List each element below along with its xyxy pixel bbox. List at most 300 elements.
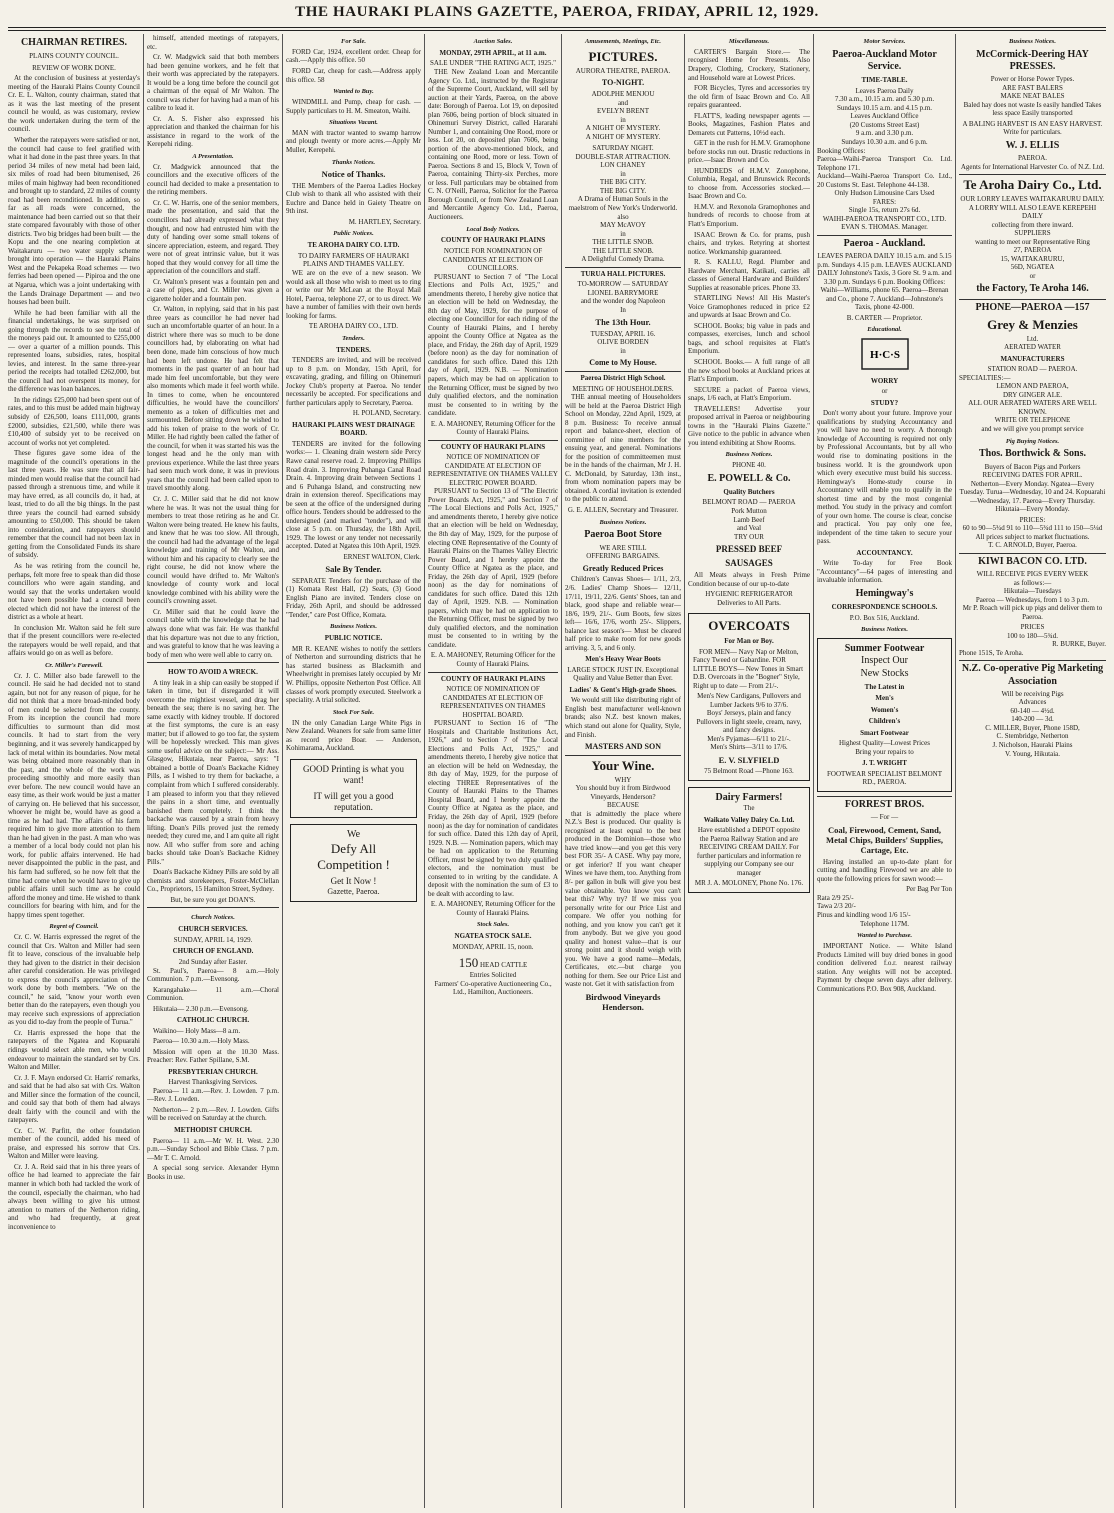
ad-title: HAURAKI PLAINS WEST DRAINAGE BOARD. <box>292 420 415 438</box>
section-heading: Tenders. <box>342 334 365 342</box>
ad-subtitle: MEETING OF HOUSEHOLDERS. <box>572 384 674 393</box>
church-name: CHURCH OF ENGLAND. <box>172 947 254 956</box>
ad-line: 9 a.m. and 3.30 p.m. <box>855 129 914 138</box>
paragraph: Cr. J. A. Reid said that in his three years of office he had learned to appreciate the fair manner in which both had tackled the work of the council, especially the chairman, who had always been willing to give his utmost attention to matters of the Netherton riding, and who had frequently, at great inconvenience to <box>8 1162 140 1231</box>
ad-line: TO-MORROW — SATURDAY <box>577 280 669 289</box>
competition-line: Competition ! <box>317 856 390 872</box>
ad-line: AERATED WATER <box>1004 343 1061 352</box>
church-line: Netherton— 2 p.m.—Rev. J. Lowden. Gifts will be received on Saturday at the church. <box>147 1105 279 1123</box>
paragraph: Cr. Walton's present was a fountain pen and a case of pipes, and Cr. Miller was given a cigarette holder and a fountain pen. <box>147 277 279 303</box>
church-line: Paeroa— 10.30 a.m.—Holy Mass. <box>153 1037 250 1046</box>
ad-line: Telephone 117M. <box>859 919 910 928</box>
ad-subtitle: NOTICE OF NOMINATION OF CANDIDATES AT ELECTION OF REPRESENTATIVES ON THAMES HOSPITAL BOARD. <box>440 685 546 719</box>
classified-ad: FORD Car, 1924, excellent order. Cheap for cash.—Apply this office. 50 <box>286 47 421 65</box>
paragraph: Whether the ratepayers were satisfied or not, the council had cause to feel gratified with what it had done in the past three years. In that period 34 miles of new metal had been laid, six miles of road had been bitumenised, 26 miles of main highway had been reconditioned and brought up to standard, 22 miles of county road had been reconditioned. In addition, so far as all roads were concerned, the maintenance had been carried out so that their state compared favourably with those of other districts. Two big bridges had been built — the Kopu and the one nearing completion at Waitakaruru — two water supply scheme brought into operation — the Hauraki Plains West and the Pekapeka Road schemes — two ferries had been opened — Pipiroa and the one at Ngarua, which was a joint undertaking with the Lands Drainage Department — and two houses had been built. <box>8 135 140 307</box>
ad-line: (20 Customs Street East) <box>849 120 920 129</box>
ad-title: PHONE—PAEROA —157 <box>959 299 1106 314</box>
ad-title: Your Wine. <box>565 755 681 774</box>
ad-line: Men's <box>875 694 894 703</box>
church-line: Karangahake— 11 a.m.—Choral Communion. <box>147 985 279 1003</box>
ad-title: N.Z. Co-operative Pig Marketing Association <box>959 660 1106 687</box>
ad-line: TUESDAY, APRIL 16. <box>590 329 656 338</box>
ad-line: Men's Pyjamas—6/11 to 21/-. <box>707 734 791 743</box>
hcs-logo-text: H·C·S <box>869 349 900 362</box>
ad-line: Pullovers in light steele, cream, navy, and fancy designs. <box>696 717 802 735</box>
ad-line: Power or Horse Power Types. <box>990 75 1075 84</box>
classified-ad: TENDERS are invited, and will be received up to 8 p.m. on Monday, 15th April, for excavating, grading, and filling on Ohinemuri Jockey Club's property at Paeroa. No tender necessarily be accepted. For specifications and further particulars apply to Secretary, Paeroa. <box>286 356 421 407</box>
ad-line: 7.30 a.m., 10.15 a.m. and 5.30 p.m. <box>834 95 935 104</box>
ad-line: P.O. Box 516, Auckland. <box>849 613 920 622</box>
ad-line: WHY <box>614 775 632 784</box>
church-line: A special song service. Alexander Hymn Books in use. <box>147 1164 279 1181</box>
ad-line: Lamb Beef <box>733 515 765 524</box>
competition-line: We <box>346 828 361 840</box>
ad-line: WAIHI-PAEROA TRANSPORT CO., LTD. <box>822 214 947 223</box>
ad-title: FORREST BROS. <box>817 796 952 811</box>
dairy-farmers-ad <box>688 787 810 893</box>
column-7 <box>817 34 952 1508</box>
ad-title: KIWI BACON CO. LTD. <box>959 553 1106 568</box>
classified-ad: Netherton—Every Monday. Ngatea—Every Tuesday. Turua—Wednesday, 10 and 24. Kopuarahi—Wednesday, 17. Paeroa—Every Thursday. Hikutaia—Every Monday. <box>959 479 1106 514</box>
ad-line: STUDY? <box>870 398 899 407</box>
classified-ad: LARGE STOCK JUST IN. Exceptional Quality and Value Better than Ever. <box>567 665 679 683</box>
ad-text: A tiny leak in a ship can easily be stopped if taken in time, but if disregarded it will overcome the mightiest vessel, and drag her beneath the sea; there is no saving her. The same exactly with kidney trouble. If doctored at the first symptoms, the cure is an easy matter; but if allowed to go too far, the system will be hopelessly wrecked. This man gives some useful advice on the subject:— Mr Ass. Glasgow, Hikutaia, near Paeroa, says: "I obtained a bottle of Doan's Backache Kidney Pills, as I wished to try them for backache, a complaint from which I suffered considerably. I am pleased to inform you that they relieved the pains in a short time, and eventually banished them completely. I think the backache was caused by a strain from heavy lifting. Doan's Pills proved just the remedy needed; they cured me, and I am quite all right now. All who suffer from sore and aching backs should take Doan's Backache Kidney Pills." <box>147 678 279 866</box>
paragraph: Cr. C. W. Parfitt, the other foundation member of the council, added his meed of praise, and expressed his sorrow that Crs. Walton and Miller were leaving. <box>8 1126 140 1161</box>
ad-line: The <box>743 804 755 813</box>
classified-ad: WE are on the eve of a new season. We would ask all those who wish to meet us to ring or write our Mr McLean at the Royal Mail Hotel, Paeroa, telephone 27, or to us direct. We have a number of families with their own herds looking for farms. <box>286 269 421 320</box>
ad-line: MAY McAVOY <box>600 221 646 230</box>
article-headline: CHAIRMAN RETIRES. <box>20 37 128 48</box>
classified-ad: We would still like distributing right of English best manufacturer well-known brands; also N.Z. best known makes, which stand out alone for Quality, Style, and Finish. <box>565 696 681 739</box>
ad-line: E. V. SLYFIELD <box>718 754 780 765</box>
ad-line: Sundays 10.15 a.m. and 4.15 p.m. <box>836 103 933 112</box>
classified-ad: WINDMILL and Pump, cheap for cash. — Supply particulars to H. M. Smeaton, Waihi. <box>286 97 421 115</box>
classified-ad: LEAVES PAEROA DAILY 10.15 a.m. and 5.15 p.m. Sundays 4.15 p.m. LEAVES AUCKLAND DAILY Johnstone's Taxis, 3 Gore St. 9 a.m. and 3.30 p.m. Sundays 6 p.m. Booking Offices: Waihi—Williams, phone 65. Paeroa—Brenan and Co., phone 7. Auckland—Johnstone's Taxis, phone 42-000. <box>817 252 952 312</box>
paragraph: Cr. Harris expressed the hope that the ratepayers of the Ngatea and Kopuarahi ridings would select able men, who would endeavour to maintain the standard set by Crs. Walton and Miller. <box>8 1028 140 1072</box>
ad-title: Paeroa-Auckland Motor Service. <box>832 48 937 73</box>
classified-ad: Have established a DEPOT opposite the Paeroa Railway Station and are RECEIVING CREAM DAILY. For further particulars and information re supplying our Company see our manager <box>696 826 802 877</box>
section-heading: Stock Sales. <box>476 921 510 929</box>
ad-title: HOW TO AVOID A WRECK. <box>168 668 258 677</box>
ad-subtitle: TO DAIRY FARMERS OF HAURAKI PLAINS AND THAMES VALLEY. <box>297 251 410 269</box>
paragraph: Cr. Miller said that he could leave the council table with the knowledge that he had always done what was fair. He was thankful that his departure was not due to any friction, and was grateful to know that he was leaving a body of men who were well able to carry on. <box>147 607 279 659</box>
classified-ad: GET in the rush for H.M.V. Gramophone before stocks run out. Drastic reductions in price.—Isaac Brown and Co. <box>688 139 810 165</box>
paragraph: As he was retiring from the council he, perhaps, felt more free to speak than did those councillors who were again standing, and would say that the works undertaken would not have been possible had a council been elected which did not have the interest of the district as a whole at heart. <box>8 562 140 622</box>
ad-line: Hikutaia—Tuesdays <box>1003 587 1062 596</box>
classified-ad: SCHOOL Books.— A full range of all the new school books at Auckland prices at Flatt's Emporium. <box>688 357 810 384</box>
ad-line: Coal, Firewood, Cement, Sand, Metal Chips, Builders' Supplies, Cartage, Etc. <box>826 824 943 856</box>
ad-line: Inspect Our <box>861 655 908 667</box>
ad-line: THE BIG CITY. <box>599 178 647 187</box>
ad-line: The Latest in <box>864 682 905 691</box>
ad-line: Men's Heavy Wear Boots <box>585 655 661 664</box>
classified-ad: SEPARATE Tenders for the purchase of the (1) Komata Rest Hall, (2) Seats, (3) Good English Piano are invited. Tenders close on Friday, 26th April, and should be addressed "Tender," care Post Office, Komata. <box>286 576 421 619</box>
classified-ad: MAN with tractor wanted to swamp harrow and plough twenty or more acres.—Apply Mr Muller, Kerepehi. <box>286 128 421 155</box>
column-3 <box>286 34 421 1508</box>
ad-text: But, be sure you get DOAN'S. <box>170 895 256 904</box>
ad-line: New Stocks <box>860 667 909 679</box>
classified-ad: STARTLING News! All His Master's Voice Gramophones reduced in price £2 and upwards at Isaac Brown and Co. <box>688 294 810 320</box>
ad-title: MONDAY, 29TH APRIL, at 11 a.m. <box>439 48 547 57</box>
column-divider <box>561 34 562 1508</box>
church-line: Waikino— Holy Mass—8 a.m. <box>153 1026 241 1035</box>
ad-line: Pinus and kindling wood 1/6 15/- <box>817 911 911 919</box>
ad-line: THE LITTLE SNOB. <box>592 246 654 255</box>
ad-title: COUNTY OF HAURAKI PLAINS <box>428 672 558 684</box>
paragraph: In the ridings £25,000 had been spent out of rates, and to this must be added main highway subsidy of £26,500, loans £111,000, grants £2000, subsidies, £21,500, while there was £10,400 of subsidy yet to be received on account of works not yet completed. <box>8 395 140 447</box>
classified-ad: TENDERS are invited for the following works:— 1. Cleaning drain western side Percy Rawe canal reserve road. 2. Improving Phillips Road drain. 3. Improving Puhanga Canal Road Drain. 4. Improving drain between Sections 1 and 6 Puhanga Island, and constructing new drain in extension thereof. Specifications may be seen at the office of the undersigned during office hours. Tenders should be addressed to the undersigned (and marked "tender"), and will close at 5 p.m. on Thursday, the 18th April, 1929. The lowest or any tender not necessarily accepted. Dated at Ngatea this 10th April, 1929. <box>286 439 421 551</box>
ad-line: and we will give you prompt service <box>981 424 1084 433</box>
ad-line: in <box>620 115 626 124</box>
ad-title: OVERCOATS <box>708 618 790 634</box>
paragraph: Cr. A. S. Fisher also expressed his appreciation and thanked the chairman for his assistance in regard to the work of the Kerepehi riding. <box>147 114 279 149</box>
competition-line: Gazette, Paeroa. <box>327 887 380 897</box>
ad-line: ARE FAST BALERS <box>1002 83 1063 92</box>
ad-title: TE AROHA DAIRY CO. LTD. <box>307 241 400 250</box>
ad-line: Hemingway's <box>855 587 914 599</box>
classified-ad: H.M.V. and Rexonola Gramophones and hundreds of records to choose from at Flatt's Emporium. <box>688 202 810 229</box>
classified-ad: CARTER'S Bargain Store.— The recognised Home for Presents. Also Drapery, Clothing, Crockery, Stationery, and Household ware at Lowest Prices. <box>688 47 810 82</box>
hcs-logo-icon <box>860 337 910 371</box>
classified-ad: Don't worry about your future. Improve your qualifications by studying Accountancy and you will have no need to worry. A thorough knowledge of Accounting is required not only by Professional Accountants, but by all who would rise to dominating positions in the business world. It is the groundwork upon which every executive must build his success. Hemingway's Home-study course in Accountancy will enable you to qualify in the shortest time and by the most congenial method. You study in the privacy and comfort of your own home. The course is clear, concise and practical. You pay only one fee, independent of the time taken to secure your pass. <box>817 409 952 546</box>
ad-line: J. Nicholson, Hauraki Plains <box>992 741 1073 749</box>
section-heading: Auction Sales. <box>473 38 513 45</box>
ad-line: Agents for International Harvester Co. of N.Z. Ltd. <box>960 162 1105 171</box>
section-heading: Educational. <box>867 326 902 334</box>
section-heading: Business Notices. <box>1009 38 1056 45</box>
ad-line: Booking Offices: <box>817 146 866 155</box>
section-heading: Wanted to Purchase. <box>856 932 913 940</box>
ad-line: Phone 151S, Te Aroha. <box>959 648 1024 657</box>
ad-line: A NIGHT OF MYSTERY. <box>585 124 661 133</box>
ad-line: SATURDAY NIGHT. <box>592 144 654 153</box>
ad-line: Tawa 2/3 20/- <box>817 902 856 911</box>
classified-ad: MR R. KEANE wishes to notify the settlers of Netherton and surrounding districts that he has started business as Blacksmith and Wheelwright in premises lately occupied by Mr W. Phillips, opposite Netherton Post Office. All classes of work promptly executed. Steelwork a speciality. A trial solicited. <box>286 644 421 705</box>
classified-ad: Write To-day for Free Book "Accountancy"—64 pages of interesting and invaluable information. <box>817 559 952 585</box>
classified-ad: PURSUANT to Section 13 of "The Electric Power Boards Act, 1925," and Section 7 of "The Local Elections and Polls Act, 1925," and amendments thereto, I hereby give notice that an election will be held on Wednesday, the 8th day of May, 1929, for the purpose of electing ONE Representative of the County of Hauraki Plains on the Thames Valley Electric Power Board, and I hereby appoint the County Office at Ngatea as the place, and Friday, the 26th day of April, 1929 (before noon) as the day for nominations of candidates for such office. Dated this 12th day of April, 1929. N.B. — Nomination papers, which may be had on application to the Returning Officer, must be signed by two duly qualified electors, and the nomination must be consented to in writing by the candidate. <box>428 487 558 649</box>
ad-line: Auckland—Waihi-Paeroa Transport Co. Ltd., 20 Customs St. East. Telephone 44-138. <box>817 172 952 189</box>
ad-subtitle: NOTICE OF NOMINATION OF CANDIDATE AT ELECTION OF REPRESENTATIVE ON THAMES VALLEY ELECTRIC POWER BOARD. <box>428 453 558 487</box>
ad-line: LIONEL BARRYMORE <box>587 288 659 297</box>
ad-signature: MR J. A. MOLONEY, Phone No. 176. <box>694 879 804 888</box>
paragraph: These figures gave some idea of the magnitude of the council's operations in the last three years. He was sure that all fair-minded men would realise that the council had passed through a strenuous time, and while it may have erred, as all councils do, it had, at least, tried to do all the big things. In the past three years the council had earned subsidy amounting to £50,000. This should be taken into consideration, and ratepayers should remember that the council had not been lax in getting from the Consolidated Funds its share of subsidy. <box>8 449 140 560</box>
paragraph: Cr. J. F. Mayn endorsed Cr. Harris' remarks, and said that he had also sat with Crs. Walton and Miller since the formation of the council, and could say that both of them had always dealt fairly with the council and with the ratepayers. <box>8 1073 140 1125</box>
classified-ad: PURSUANT to Section 16 of "The Hospitals and Charitable Institutions Act, 1926," and to Section 7 of "The Local Elections and Polls Act, 1925," and amendments thereto, I hereby give notice that an election will be held on Wednesday, the 8th day of May, 1929, for the purpose of electing THREE Representatives of the County of Hauraki Plains to the Thames Hospital Board, and I hereby appoint the County Office at Ngatea as the place, and Friday, the 26th day of April, 1929 (before noon) as the day for nomination of candidates for such office. Dated this 12th day of April, 1929. N.B. — Nomination papers, which may be had on application to the Returning Officer, must be signed by two duly qualified electors, and the nomination must be consented to in writing by the candidate. A deposit with the nomination the sum of £3 to be dealt with according to law. <box>428 719 558 898</box>
cattle-count: 150 <box>458 955 479 971</box>
hcs-logo <box>817 337 952 374</box>
ad-title: NGATEA STOCK SALE. <box>454 932 532 941</box>
masthead-rule <box>8 27 1106 28</box>
ad-line: FOOTWEAR SPECIALIST BELMONT RD., PAEROA. <box>827 769 942 787</box>
summer-footwear-ad <box>817 638 952 792</box>
ad-line: 60 to 90—5¾d 91 to 110—5¾d 111 to 150—5¼d <box>962 524 1103 533</box>
ad-line: and the wonder dog Napoleon <box>580 297 666 306</box>
ad-line: A LORRY WILL ALSO LEAVE KEREPEHI DAILY <box>968 203 1097 221</box>
cattle-label: HEAD CATTLE <box>480 961 528 970</box>
classified-ad: SCHOOL Books; big value in pads and compasses, exercises, lunch and school bags, and school requisites at Flatt's Emporium. <box>688 321 810 356</box>
ad-line: Will be receiving Pigs <box>1001 689 1064 698</box>
ad-line: Bring your repairs to <box>855 747 914 756</box>
ad-line: SPECIALTIES:— <box>959 373 1011 382</box>
ad-line: BELMONT ROAD — PAEROA <box>702 498 796 507</box>
ad-line: Buyers of Bacon Pigs and Porkers <box>984 462 1081 471</box>
church-line: Hikutaia— 2.30 p.m.—Evensong. <box>153 1004 249 1013</box>
ad-title: Sale By Tender. <box>325 564 382 575</box>
classified-ad: Having installed an up-to-date plant for cutting and handling Firewood we are able to quote the following prices for sawn wood:— <box>817 857 952 883</box>
ad-line: WE ARE STILL <box>599 543 647 552</box>
column-divider <box>955 34 956 1508</box>
ad-signature: H. POLAND, Secretary. <box>352 409 421 418</box>
classified-ad: THE New Zealand Loan and Mercantile Agency Co. Ltd., instructed by the Registrar of the Supreme Court, Auckland, will sell by auction at their Yards, Paeroa, on the above date: Borough of Paeroa. Lot 19, on deposited plan 7606, being portion of block situated in Ohinemuri Survey District, called Hararahi Number 1, and containing One Rood, more or less. Lot 20, on deposited plan 7606, being portion of the above-mentioned block, and containing one Rood, more or less. Town of Paeroa. Sections 8 and 15, Block V, Town of Paeroa, containing Thirty-six Perches, more or less. Full particulars may be obtained from C. N. O'Neill, Paeroa, Solicitor for the Paeroa Borough Council, or from New Zealand Loan and Mercantile Agency Co. Ltd., Paeroa, Auctioneers. <box>428 67 558 222</box>
ad-line: WRITE OR TELEPHONE <box>994 416 1071 425</box>
church-line: St. Paul's, Paeroa— 8 a.m.—Holy Communion. 7 p.m.—Evensong. <box>147 966 279 984</box>
ad-line: The 13th Hour. <box>595 317 651 328</box>
ad-line: For Man or Boy. <box>724 637 774 646</box>
ad-line: All prices subject to market fluctuations. <box>975 532 1090 541</box>
ad-title: Paeroa District High School. <box>565 371 681 383</box>
section-heading: Pig Buying Notices. <box>1005 437 1060 445</box>
ad-signature: TE AROHA DAIRY CO., LTD. <box>308 322 399 331</box>
section-heading: Cr. Miller's Farewell. <box>45 661 103 669</box>
column-divider <box>282 34 283 1508</box>
ad-line: PHONE 40. <box>732 461 766 470</box>
section-heading: Business Notices. <box>599 518 647 526</box>
section-heading: Wanted to Buy. <box>333 88 374 96</box>
ad-signature: G. E. ALLEN, Secretary and Treasurer. <box>567 506 679 515</box>
ad-line: R. BURKE, Buyer. <box>1052 640 1106 649</box>
column-5 <box>565 34 681 1508</box>
ad-line: TRY OUR <box>734 532 764 541</box>
ad-line: Highest Quality—Lowest Prices <box>839 739 930 748</box>
column-1 <box>8 34 140 1508</box>
ad-line: Children's <box>868 717 901 726</box>
column-2 <box>147 34 279 1508</box>
ad-line: TIME-TABLE. <box>861 76 908 85</box>
ad-line: OLIVE BORDEN <box>597 338 649 347</box>
ad-line: Paeroa—Waihi-Paeroa Transport Co. Ltd. Telephone 171. <box>817 155 952 172</box>
section-heading: Public Notices. <box>333 230 374 238</box>
ad-line: OFFERING BARGAINS. <box>586 552 660 561</box>
classified-ad: Children's Canvas Shoes— 1/11, 2/3, 2/6. Ladies' Champ Shoes— 12/11, 17/11, 19/11, 22/6. Gents' Shoes, tan and black, good shape and reliable wear— 18/6, 19/9, 21/-. Gum Boots, few sizes left— 16/6, 17/6, worth 25/-. Slippers, balance last season's— Must be cleared half price to make room for new goods arriving. 3, 5, and 6 only. <box>565 575 681 652</box>
ad-line: 75 Belmont Road —Phone 163. <box>704 767 794 776</box>
masthead: THE HAURAKI PLAINS GAZETTE, PAEROA, FRIDAY, APRIL 12, 1929. <box>295 4 819 20</box>
ad-line: Smart Footwear <box>860 728 909 737</box>
section-heading: Business Notices. <box>330 623 377 631</box>
classified-ad: IN the only Canadian Large White Pigs in New Zealand. Weaners for sale from same litter as record price Boar. — Anderson, Kohimarama, Auckland. <box>286 718 421 753</box>
section-heading: Business Notices. <box>861 626 908 634</box>
ad-line: Leaves Auckland Office <box>850 112 919 121</box>
ad-title: TURUA HALL PICTURES. <box>565 267 681 279</box>
ad-line: Sundays 10.30 a.m. and 6 p.m. <box>841 138 928 147</box>
classified-ad: Farmers' Co-operative Auctioneering Co., Ltd., Hamilton, Auctioneers. <box>434 979 552 997</box>
ad-line: W. J. ELLIS <box>1005 140 1060 152</box>
church-name: CATHOLIC CHURCH. <box>176 1016 250 1025</box>
ad-title: TENDERS. <box>336 345 371 354</box>
classified-ad: ISAAC Brown & Co. for prams, push chairs, and trykes. Retyring at shortest notice. Workmanship guaranteed. <box>688 230 810 256</box>
ad-line: Birdwood Vineyards Henderson. <box>585 991 661 1013</box>
classified-ad: IMPORTANT Notice. — White Island Products Limited will buy dried bones in good condition delivered f.o.r. nearest railway station. Any weights will not be accepted. Payment by cheque seven days after delivery. Communications P.O. Box 908, Auckland. <box>817 941 952 993</box>
section-heading: Local Body Notices. <box>466 225 520 233</box>
ad-line: Men's New Cardigans, Pullovers and Lumber Jackets 9/6 to 37/6. <box>697 692 801 709</box>
ad-line: MANUFACTURERS <box>1000 354 1065 363</box>
article-subhead: REVIEW OF WORK DONE. <box>32 63 116 72</box>
classified-ad: FOR Bicycles, Tyres and accessories try the old firm of Isaac Brown and Co. All repairs guaranteed. <box>688 84 810 110</box>
ad-line: Ltd. <box>1026 334 1039 343</box>
ad-title: Summer Footwear <box>844 643 925 655</box>
ad-title: Paeroa - Auckland. <box>817 235 952 250</box>
ad-signature: E. A. MAHONEY, Returning Officer for the County of Hauraki Plains. <box>430 419 556 437</box>
classified-ad: FOR MEN— Navy Nap or Melton, Fancy Tweed or Gabardine. FOR LITTLE BOYS— New Tones in Smart D.B. Overcoats in the "Bogner" Style, Right up to date — From 21/-. <box>693 647 804 690</box>
column-divider <box>424 34 425 1508</box>
ad-signature: ERNEST WALTON, Clerk. <box>343 552 421 561</box>
section-heading: Stock For Sale. <box>332 708 375 716</box>
ad-line: 100 to 180—5¾d. <box>1007 631 1058 640</box>
ad-line: Greatly Reduced Prices <box>582 563 664 573</box>
article-subhead: PLAINS COUNTY COUNCIL. <box>29 52 119 61</box>
ad-line: also <box>617 212 629 221</box>
classified-ad: FORD Car, cheap for cash.—Address apply this office. 58 <box>286 66 421 84</box>
ad-line: TO-NIGHT. <box>601 78 645 88</box>
classified-ad: THE annual meeting of Householders will be held at the Paeroa District High School on Monday, 22nd April, 1929, at 8 p.m. Business: To receive annual report and balance-sheet, election of committee of nine members for the ensuing year, and general. Nominations for the position of committeemen must be in the hands of the chairman, Mr J. H. C. McDonald, by Saturday, 13th inst., from whom nomination papers may be obtained. A cordial invitation is extended to the public to attend. <box>565 393 681 504</box>
ad-line: LON CHANEY <box>600 161 646 170</box>
ad-line: Advances <box>1018 698 1047 707</box>
ad-subtitle: Entries Solicited <box>469 971 517 980</box>
ad-line: DOUBLE-STAR ATTRACTION. <box>575 152 671 161</box>
church-name: PRESBYTERIAN CHURCH. <box>168 1067 258 1076</box>
ad-line: Quality Butchers <box>723 487 775 496</box>
ad-title: E. POWELL & Co. <box>707 472 791 484</box>
ad-line: HYGIENIC REFRIGERATOR <box>705 590 793 599</box>
ad-signature: E. A. MAHONEY, Returning Officer for the County of Hauraki Plains. <box>430 651 556 668</box>
ad-line: A Drama of Human Souls in the maelstrom of New York's Underworld. <box>568 195 678 212</box>
ad-line: — For — <box>870 813 899 822</box>
ad-line: PRICES: <box>1019 515 1046 524</box>
ad-title: Paeroa Boot Store <box>584 529 662 541</box>
ad-line: T. C. ARNOLD, Buyer, Paeroa. <box>988 541 1077 550</box>
competition-line: Defy All <box>330 840 377 856</box>
column-divider <box>684 34 685 1508</box>
church-title: CHURCH SERVICES. <box>178 925 248 934</box>
church-name: METHODIST CHURCH. <box>174 1126 252 1134</box>
ad-line: in <box>620 346 626 355</box>
section-heading: Motor Services. <box>863 38 906 45</box>
church-line: 2nd Sunday after Easter. <box>178 957 248 966</box>
printing-ad <box>290 759 417 818</box>
ad-line: THE LITTLE SNOB. <box>592 238 654 247</box>
ad-line: Come to My House. <box>589 358 657 368</box>
ad-line: You should buy it from Birdwood Vineyards, Henderson? <box>575 784 671 801</box>
ad-line: Pork Mutton <box>731 507 767 515</box>
ad-subtitle: AURORA THEATRE, PAEROA. <box>575 66 671 75</box>
section-heading: Situations Vacant. <box>329 119 378 127</box>
ad-line: EVAN S. THOMAS. Manager. <box>841 223 928 232</box>
ad-line: J. T. WRIGHT <box>862 759 907 768</box>
ad-line: 15, WAITAKARURU, <box>1000 254 1065 263</box>
ad-line: Women's <box>870 705 899 714</box>
ad-line: Ladies' & Gent's High-grade Shoes. <box>569 685 677 694</box>
ad-line: in <box>620 229 626 238</box>
masthead-rule-2 <box>8 30 1106 31</box>
ad-line: C. MILLER, Buyer, Phone 158D, <box>985 723 1080 732</box>
ad-line: Grey & Menzies <box>987 316 1078 332</box>
section-heading: Business Notices. <box>725 451 773 459</box>
church-line: Paeroa— 11 a.m.—Mr W. H. West. 2.30 p.m.—Sunday School and Bible Class. 7 p.m.—Mr T. C. Arnold. <box>147 1136 279 1162</box>
ad-line: Per Bag Per Ton <box>906 885 952 894</box>
ad-line: and <box>617 98 629 107</box>
classified-ad: PURSUANT to Section 7 of "The Local Elections and Polls Act, 1925," and amendments thereto, I hereby give notice that an election will be held on Wednesday, the 8th day of May, 1929, for the purpose of electing one Councillor for each riding of the County of Hauraki Plains, and I hereby appoint the County Office at Ngatea as the place, and Friday, the 26th day of April, 1929 (before noon) as the day for nomination of candidates for such office. Dated this 12th day of April, 1929. N.B. — Nomination papers, which may be had on application to the Returning Officer, must be signed by two duly qualified electors, and the nomination must be consented to in writing by the candidate. <box>428 272 558 418</box>
ad-line: wanting to meet our Representative Ring <box>975 237 1090 246</box>
section-heading: Miscellaneous. <box>728 38 770 45</box>
ad-line: Single 15s, return 27s 6d. <box>848 206 921 215</box>
paragraph: Cr. J. C. Miller said that he did not know where he was. It was not the usual thing for members to treat those retiring as he and Cr. Walton were being treated. He knew his faults, and knew that he was too slow. All through, the council had had the advantage of the legal knowledge and training of Mr Walton, and without him and his capacity to clearly see the right course, he did not know where the council would have drifted to. Mr Walton's knowledge of county work and local knowledge combined with his ability were the council's crowning asset. <box>147 495 279 606</box>
paragraph: himself, attended meetings of ratepayers, etc. <box>147 34 279 51</box>
ad-signature: M. HARTLEY, Secretary. <box>348 217 421 226</box>
paragraph: Cr. Madgwick announced that the councillors and the executive officers of the council had decided to make a presentation to the retiring members. <box>147 162 279 197</box>
ad-title: Notice of Thanks. <box>321 169 386 180</box>
column-6 <box>688 34 810 1508</box>
ad-line: MAKE NEAT BALES <box>1000 92 1065 101</box>
ad-line: or <box>881 387 888 396</box>
classified-ad: FLATT'S, leading newspaper agents — Books, Magazines, Fashion Plates and Demarets cut Patterns, 10½d each. <box>688 111 810 137</box>
ad-signature: B. CARTER — Proprietor. <box>846 313 923 322</box>
ad-line: or <box>1029 271 1036 280</box>
section-heading: A Presentation. <box>192 152 234 160</box>
ad-line: Waikato Valley Dairy Co. Ltd. <box>703 815 795 824</box>
ad-subtitle: SALE UNDER "THE RATING ACT, 1925." <box>430 59 556 68</box>
classified-ad: All Meats always in Fresh Prime Condition because of our up-to-date <box>688 571 810 588</box>
ad-line: ACCOUNTANCY. <box>856 548 913 557</box>
classified-ad: TRAVELLERS! Advertise your proposed arrival in Paeroa or neighbouring towns in the "Hauraki Plains Gazette." Give notice to the public in advance when you intend exhibiting at Show Rooms. <box>688 404 810 447</box>
church-line: Paeroa— 11 a.m.—Rev. J. Lowden. 7 p.m.—Rev. J. Lowden. <box>147 1086 279 1104</box>
ad-line: ALL OUR AERATED WATERS ARE WELL KNOWN. <box>968 399 1097 416</box>
section-heading: For Sale. <box>341 38 366 45</box>
ad-line: Rata 2/9 25/- <box>817 893 854 902</box>
ad-line: In <box>620 305 626 314</box>
ad-title: COUNTY OF HAURAKI PLAINS <box>428 440 558 452</box>
ad-line: 56D, NGATEA <box>1010 263 1055 272</box>
classified-ad: Baled hay does not waste Is easily handled Takes less space Easily transported <box>963 100 1102 118</box>
ad-line: Only Hudson Limousine Cars Used <box>834 189 935 198</box>
classified-ad: R. S. KALLU, Regd. Plumber and Hardware Merchant, Katikati, carries all classes of General Hardware and Builders' Supplies at reasonable prices. Phone 33. <box>688 258 810 292</box>
ad-line: PAEROA. <box>1017 154 1048 163</box>
ad-line: EVELYN BRENT <box>597 107 649 116</box>
ad-line: WILL RECEIVE PIGS EVERY WEEK <box>976 570 1089 579</box>
church-line: Mission will open at the 10.30 Mass. Preacher: Rev. Father Spillane, S.M. <box>147 1047 279 1065</box>
competition-line: Get It Now ! <box>330 876 377 887</box>
paragraph: Cr. C. W. Harris, one of the senior members, made the presentation, and said that the councillors had already expressed what they thought, and now had entrusted him with the duty of handing over some small tokens of sincere appreciation, esteem, and regard. They were not of great intrinsic value, but it was hoped that they would convey for all time the appreciation of the councillors and staff. <box>147 198 279 276</box>
church-line: Harvest Thanksgiving Services. <box>168 1078 258 1087</box>
paragraph: Cr. W. Madgwick said that both members had been genuine workers, and he felt that their worth was appreciated by the ratepayers. It would be a long time before the council got a chairman of the equal of Mr Walton. The council was richer for having had a man of his calibre to lead it. <box>147 53 279 113</box>
ad-line: C. Stembridge, Netherton <box>996 732 1069 741</box>
ad-line: RECEIVING DATES FOR APRIL. <box>982 471 1083 480</box>
classified-ad: Mr P. Roach will pick up pigs and deliver them to Paeroa. <box>962 604 1103 621</box>
ad-line: WORRY <box>870 376 899 385</box>
ad-line: PRESSED BEEF <box>715 544 783 555</box>
paragraph: In conclusion Mr. Walton said he felt sure that if the present councillors were re-elected the ratepayers would be well repaid, and that affairs would go on as well as before. <box>8 623 140 658</box>
column-divider <box>143 34 144 1508</box>
column-4 <box>428 34 558 1508</box>
ad-line: 140-200 — 3d. <box>1011 715 1054 724</box>
printing-line: IT will get you a good reputation. <box>313 790 394 812</box>
ad-line: collecting from there inward. <box>991 220 1074 229</box>
ad-line: Boys' Jerseys, plain and fancy <box>706 709 792 718</box>
paragraph: At the conclusion of business at yesterday's meeting of the Hauraki Plains County Council Cr. E. L. Walton, county chairman, stated that as it was the last meeting of the present council he would, as was customary, review the work undertaken during the term of the council. <box>8 74 140 134</box>
ad-line: BECAUSE <box>607 801 639 810</box>
ad-line: and Veal <box>736 524 762 533</box>
classified-ad: THE Members of the Paeroa Ladies Hockey Club wish to thank all who assisted with their Euchre and Dance held in Gaiety Theatre on 9th inst. <box>286 181 421 216</box>
ad-title: McCormick-Deering HAY PRESSES. <box>976 48 1089 73</box>
ad-line: Leaves Paeroa Daily <box>855 86 914 95</box>
